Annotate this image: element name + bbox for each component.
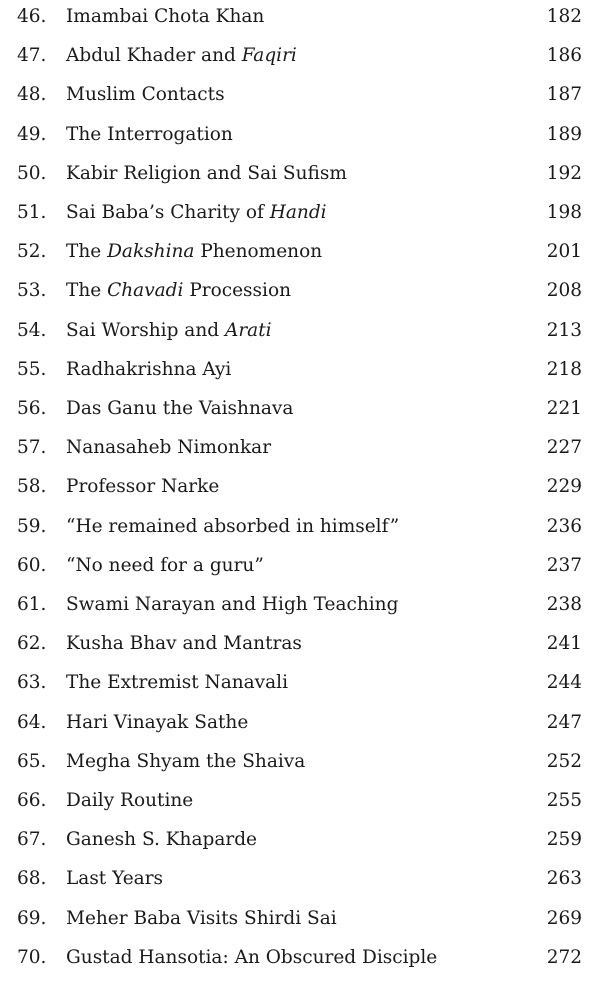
toc-entry-number: 51. [17, 202, 47, 223]
toc-entry-number: 55. [17, 358, 47, 380]
toc-title-italic-segment: Handi [269, 202, 327, 223]
toc-entry [0, 512, 600, 542]
toc-entry-page-number: 237 [546, 554, 582, 576]
toc-title-segment: “No need for a guru” [66, 554, 264, 576]
toc-entry-page-number: 186 [546, 45, 582, 67]
toc-entry-title [66, 120, 233, 150]
toc-title-segment: Meher Baba Visits Shirdi Sai [66, 907, 337, 929]
toc-entry-title [66, 159, 347, 189]
toc-entry [0, 198, 600, 228]
toc-entry [0, 943, 600, 973]
toc-entry-title [66, 551, 264, 581]
toc-entry-title [66, 590, 398, 620]
toc-entry [0, 747, 600, 777]
toc-title-segment: Phenomenon [194, 241, 323, 263]
toc-entry-title [66, 786, 193, 816]
toc-title-italic-segment: Faqiri [241, 45, 297, 67]
toc-title-segment: Procession [183, 280, 292, 302]
toc-entry-page-number: 238 [546, 594, 582, 615]
toc-title-segment: The Interrogation [66, 123, 233, 145]
toc-entry-page-number: 213 [546, 319, 582, 341]
toc-entry-title [66, 433, 271, 463]
toc-entry-page-number: 198 [546, 202, 582, 223]
toc-entry-number: 63. [17, 672, 47, 694]
toc-entry-page-number: 227 [546, 437, 582, 459]
toc-title-italic-segment: Arati [224, 319, 272, 341]
toc-entry-title [66, 237, 322, 267]
toc-title-segment: Nanasaheb Nimonkar [66, 437, 272, 459]
toc-title-segment: Swami Narayan and High Teaching [66, 594, 399, 615]
toc-title-segment: Sai Baba’s Charity of [66, 202, 270, 223]
toc-entry [0, 80, 600, 110]
toc-entry-title [66, 198, 327, 228]
toc-entry-page-number: 236 [546, 515, 582, 537]
toc-title-segment: Muslim Contacts [66, 84, 225, 106]
toc-title-segment: The [66, 241, 108, 263]
toc-entry-title [66, 276, 291, 306]
toc-entry-number: 49. [17, 123, 47, 145]
toc-entry-page-number: 241 [546, 633, 582, 655]
toc-entry-number: 69. [17, 907, 47, 929]
toc-entry-page-number: 269 [546, 907, 582, 929]
toc-entry [0, 276, 600, 306]
toc-entry-number: 56. [17, 398, 47, 419]
toc-entry [0, 864, 600, 894]
toc-entry [0, 316, 600, 346]
toc-title-segment: Ganesh S. Khaparde [66, 829, 258, 851]
toc-title-segment: Radhakrishna Ayi [66, 358, 232, 380]
toc-entry-title [66, 708, 248, 738]
toc-entry-number: 70. [17, 946, 47, 968]
toc-entry-page-number: 252 [546, 750, 582, 772]
toc-entry-page-number: 189 [546, 123, 582, 145]
toc-entry [0, 590, 600, 620]
toc-title-segment: Sai Worship and [66, 319, 225, 341]
toc-entry [0, 237, 600, 267]
toc-entry-title [66, 316, 272, 346]
toc-entry-number: 59. [17, 515, 47, 537]
toc-entry-title [66, 41, 297, 71]
toc-entry [0, 708, 600, 738]
toc-entry-page-number: 255 [546, 790, 582, 811]
toc-title-segment: Daily Routine [66, 790, 194, 811]
toc-entry-number: 60. [17, 554, 47, 576]
toc-entry-number: 66. [17, 790, 47, 811]
toc-entry-number: 57. [17, 437, 47, 459]
toc-entry-number: 64. [17, 711, 47, 733]
toc-title-segment: Kusha Bhav and Mantras [66, 633, 302, 655]
toc-entry-title [66, 668, 288, 698]
toc-entry-number: 67. [17, 829, 47, 851]
toc-entry-page-number: 247 [546, 711, 582, 733]
toc-entry-number: 53. [17, 280, 47, 302]
toc-entry-title [66, 629, 302, 659]
toc-entry-page-number: 272 [546, 946, 582, 968]
toc-entry-title [66, 825, 257, 855]
toc-entry-title [66, 943, 437, 973]
toc-title-segment: Gustad Hansotia: An Obscured Disciple [66, 946, 438, 968]
toc-entry-page-number: 229 [546, 476, 582, 498]
toc-entry [0, 668, 600, 698]
toc-entry [0, 433, 600, 463]
toc-entry-number: 48. [17, 84, 47, 106]
toc-entry-number: 46. [17, 6, 47, 27]
toc-title-segment: Abdul Khader and [66, 45, 242, 67]
toc-entry-number: 62. [17, 633, 47, 655]
toc-entry-page-number: 221 [546, 398, 582, 419]
toc-entry [0, 904, 600, 934]
toc-entry-page-number: 208 [546, 280, 582, 302]
toc-title-segment: Professor Narke [66, 476, 220, 498]
toc-title-segment: Das Ganu the Vaishnava [66, 398, 294, 419]
toc-title-segment: The Extremist Nanavali [66, 672, 288, 694]
toc-entry [0, 355, 600, 385]
toc-entry-number: 54. [17, 319, 47, 341]
toc-entry-title [66, 747, 305, 777]
toc-title-segment: Hari Vinayak Sathe [66, 711, 249, 733]
toc-title-italic-segment: Dakshina [107, 241, 195, 263]
toc-entry-title [66, 355, 231, 385]
toc-entry [0, 551, 600, 581]
toc-entry [0, 629, 600, 659]
toc-entry-number: 47. [17, 45, 47, 67]
toc-entry-page-number: 259 [546, 829, 582, 851]
toc-entry-number: 61. [17, 594, 47, 615]
toc-entry-number: 52. [17, 241, 47, 263]
toc-entry [0, 472, 600, 502]
toc-entry-page-number: 218 [546, 358, 582, 380]
toc-entry [0, 120, 600, 150]
toc-entry [0, 159, 600, 189]
toc-title-segment: “He remained absorbed in himself” [66, 515, 400, 537]
toc-title-segment: Imambai Chota Khan [66, 6, 265, 27]
toc-entry-number: 50. [17, 162, 47, 184]
toc-entry [0, 825, 600, 855]
toc-title-segment: Last Years [66, 868, 164, 890]
toc-entry-number: 58. [17, 476, 47, 498]
toc-entry [0, 2, 600, 32]
toc-entry-title [66, 512, 399, 542]
toc-title-italic-segment: Chavadi [107, 280, 184, 302]
toc-entry-title [66, 472, 219, 502]
toc-entry [0, 786, 600, 816]
toc-entry-page-number: 187 [546, 84, 582, 106]
toc-entry-title [66, 904, 337, 934]
toc-entry [0, 41, 600, 71]
toc-entry-number: 65. [17, 750, 47, 772]
toc-title-segment: Megha Shyam the Shaiva [66, 750, 306, 772]
toc-entry-page-number: 244 [546, 672, 582, 694]
toc-entry-number: 68. [17, 868, 47, 890]
toc-entry-page-number: 263 [546, 868, 582, 890]
toc-entry-page-number: 182 [546, 6, 582, 27]
toc-entry-title [66, 864, 163, 894]
toc-title-segment: The [66, 280, 108, 302]
toc-entry [0, 394, 600, 424]
toc-entry-title [66, 394, 293, 424]
toc-entry-page-number: 192 [546, 162, 582, 184]
toc-entry-title [66, 2, 264, 32]
toc-entry-title [66, 80, 225, 110]
toc-entry-page-number: 201 [546, 241, 582, 263]
toc-title-segment: Kabir Religion and Sai Sufism [66, 162, 347, 184]
